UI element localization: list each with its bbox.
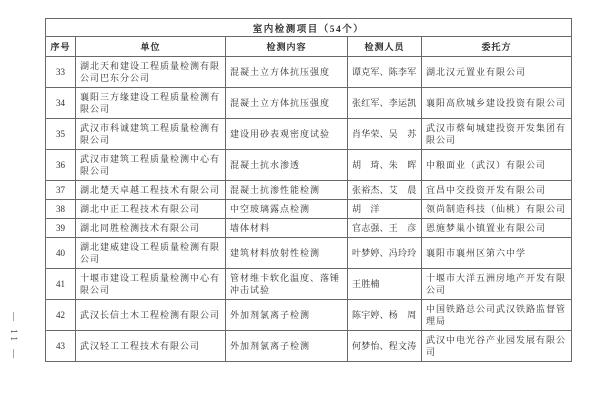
cell-content: 混凝土抗渗性能检测 bbox=[226, 181, 348, 200]
cell-client: 武汉市蔡甸城建投资开发集团有限公司 bbox=[422, 119, 572, 150]
table-header-row bbox=[46, 37, 572, 57]
table-row bbox=[46, 300, 572, 331]
table-row bbox=[46, 219, 572, 238]
cell-content: 墙体材料 bbox=[226, 219, 348, 238]
cell-content: 外加剂氯离子检测 bbox=[226, 331, 348, 362]
cell-personnel: 张红军、李运凯 bbox=[348, 88, 422, 119]
column-header-content: 检测内容 bbox=[226, 37, 348, 57]
page-number: — 11 — bbox=[9, 312, 19, 362]
cell-no: 39 bbox=[46, 219, 76, 238]
cell-personnel: 肖华荣、吴 苏 bbox=[348, 119, 422, 150]
table-row bbox=[46, 200, 572, 219]
cell-personnel: 何梦怡、程文涛 bbox=[348, 331, 422, 362]
cell-unit: 湖北建威建设工程质量检测有限公司 bbox=[76, 238, 226, 269]
cell-content: 管材维卡软化温度、落锤冲击试验 bbox=[226, 269, 348, 300]
cell-unit: 湖北中正工程技术有限公司 bbox=[76, 200, 226, 219]
cell-content: 建筑材料放射性检测 bbox=[226, 238, 348, 269]
table-row bbox=[46, 181, 572, 200]
cell-client: 湖北汉元置业有限公司 bbox=[422, 57, 572, 88]
cell-personnel: 谭克军、陈李军 bbox=[348, 57, 422, 88]
cell-unit: 武汉长信土木工程检测有限公司 bbox=[76, 300, 226, 331]
cell-content: 外加剂氯离子检测 bbox=[226, 300, 348, 331]
cell-unit: 湖北天和建设工程质量检测有限公司巴东分公司 bbox=[76, 57, 226, 88]
indoor-testing-table bbox=[45, 18, 572, 362]
cell-client: 中国铁路总公司武汉铁路监督管理局 bbox=[422, 300, 572, 331]
table-row bbox=[46, 150, 572, 181]
cell-client: 宜昌中交投资开发有限公司 bbox=[422, 181, 572, 200]
table-title-row bbox=[46, 19, 572, 37]
cell-client: 襄阳市襄州区第六中学 bbox=[422, 238, 572, 269]
table-title: 室内检测项目（54个） bbox=[46, 19, 572, 37]
cell-personnel: 官志强、王 彦 bbox=[348, 219, 422, 238]
cell-content: 混凝土立方体抗压强度 bbox=[226, 57, 348, 88]
cell-unit: 武汉轻工工程技术有限公司 bbox=[76, 331, 226, 362]
cell-personnel: 王胜楠 bbox=[348, 269, 422, 300]
cell-client: 领尚制造科技（仙桃）有限公司 bbox=[422, 200, 572, 219]
cell-unit: 武汉市科诚建筑工程质量检测有限公司 bbox=[76, 119, 226, 150]
cell-client: 十堰市大洋五洲房地产开发有限公司 bbox=[422, 269, 572, 300]
cell-no: 41 bbox=[46, 269, 76, 300]
table-row bbox=[46, 57, 572, 88]
column-header-client: 委托方 bbox=[422, 37, 572, 57]
cell-client: 武汉中电光谷产业园发展有限公司 bbox=[422, 331, 572, 362]
cell-content: 混凝土抗水渗透 bbox=[226, 150, 348, 181]
cell-unit: 襄阳三方缘建设工程质量检测有限公司 bbox=[76, 88, 226, 119]
cell-content: 建设用砂表观密度试验 bbox=[226, 119, 348, 150]
cell-unit: 武汉市建筑工程质量检测中心有限公司 bbox=[76, 150, 226, 181]
cell-unit: 湖北楚天卓越工程技术有限公司 bbox=[76, 181, 226, 200]
cell-no: 36 bbox=[46, 150, 76, 181]
table-row bbox=[46, 88, 572, 119]
cell-no: 40 bbox=[46, 238, 76, 269]
cell-no: 43 bbox=[46, 331, 76, 362]
cell-personnel: 胡 琦、朱 晖 bbox=[348, 150, 422, 181]
cell-no: 34 bbox=[46, 88, 76, 119]
cell-personnel: 叶梦婷、冯玲玲 bbox=[348, 238, 422, 269]
cell-content: 混凝土立方体抗压强度 bbox=[226, 88, 348, 119]
cell-no: 38 bbox=[46, 200, 76, 219]
column-header-unit: 单位 bbox=[76, 37, 226, 57]
column-header-personnel: 检测人员 bbox=[348, 37, 422, 57]
table-row bbox=[46, 331, 572, 362]
cell-no: 37 bbox=[46, 181, 76, 200]
table-row bbox=[46, 119, 572, 150]
cell-no: 33 bbox=[46, 57, 76, 88]
table-row bbox=[46, 238, 572, 269]
cell-personnel: 胡 洋 bbox=[348, 200, 422, 219]
cell-client: 恩施梦巢小镇置业有限公司 bbox=[422, 219, 572, 238]
cell-personnel: 陈宇婷、杨 周 bbox=[348, 300, 422, 331]
table-row bbox=[46, 269, 572, 300]
column-header-no: 序号 bbox=[46, 37, 76, 57]
cell-client: 襄阳高欣城乡建设投资有限公司 bbox=[422, 88, 572, 119]
cell-no: 35 bbox=[46, 119, 76, 150]
cell-content: 中空玻璃露点检测 bbox=[226, 200, 348, 219]
cell-client: 中粮面业（武汉）有限公司 bbox=[422, 150, 572, 181]
cell-unit: 湖北同胜检测技术有限公司 bbox=[76, 219, 226, 238]
cell-unit: 十堰市建设工程质量检测中心有限公司 bbox=[76, 269, 226, 300]
cell-personnel: 张裕杰、艾 晨 bbox=[348, 181, 422, 200]
cell-no: 42 bbox=[46, 300, 76, 331]
